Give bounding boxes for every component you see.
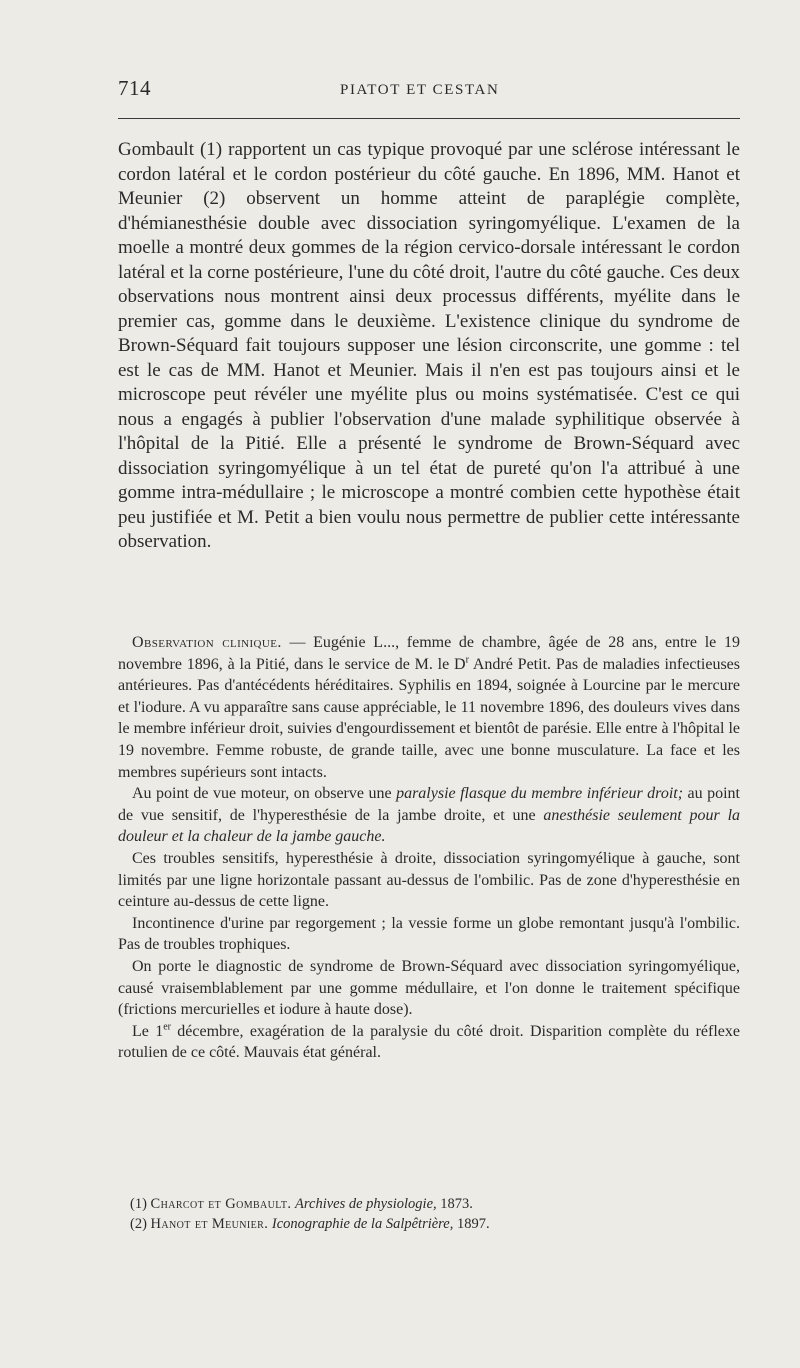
p2-italic-1: paralysie flasque du membre inférieur droit;	[396, 785, 684, 803]
running-head: PIATOT ET CESTAN	[340, 82, 500, 98]
footnote-1-authors: Charcot et Gombault.	[150, 1196, 292, 1212]
main-paragraph: Gombault (1) rapportent un cas typique provoqué par une sclérose intéressant le cordon latéral et le cordon postérieur du côté gauche. En 1896, MM. Hanot et Meunier (2) observent un homme atteint de paraplégie complète, d'hémianesthésie double avec dissociation syringomyélique. L'examen de la moelle a montré deux gommes de la région cervico-dorsale intéressant le cordon latéral et la corne postérieure, l'une du côté droit, l'autre du côté gauche. Ces deux observations nous montrent ainsi deux processus différents, myélite dans le premier cas, gomme dans le deuxième. L'existence clinique du syndrome de Brown-Séquard fait toujours supposer une lésion circonscrite, une gomme : tel est le cas de MM. Hanot et Meunier. Mais il n'en est pas toujours ainsi et le microscope peut révéler une myélite plus ou moins systématisée. C'est ce qui nous a engagés à publier l'observation d'une malade syphilitique observée à l'hôpital de la Pitié. Elle a présenté le syndrome de Brown-Séquard avec dissociation syringomyélique à un tel état de pureté qu'on l'a attribué à une gomme intra-médullaire ; le microscope a montré combien cette hypothèse était peu justifiée et M. Petit a bien voulu nous permettre de publier cette intéressante observation.	[118, 139, 740, 552]
footnote-2	[130, 1214, 730, 1234]
observation-paragraph-5: On porte le diagnostic de syndrome de Brown-Séquard avec dissociation syringomyélique, causé vraisemblablement par une gomme médullaire, et l'on donne le traitement spécifique (frictions mercurielles et iodure à haute dose).	[118, 957, 740, 1019]
observation-paragraph-3: Ces troubles sensitifs, hyperesthésie à droite, dissociation syringomyélique à gauche, sont limités par une ligne horizontale passant au-dessus de l'ombilic. Pas de zone d'hyperesthésie en ceinture au-dessus de cette ligne.	[118, 849, 740, 911]
main-text	[118, 138, 740, 555]
footnote-2-authors: Hanot et Meunier.	[150, 1216, 269, 1232]
observation-paragraph-4: Incontinence d'urine par regorgement ; la vessie forme un globe remontant jusqu'à l'ombilic. Pas de troubles trophiques.	[118, 914, 740, 954]
observation-paragraph-2	[118, 783, 740, 848]
footnote-1-title: Archives de physiologie,	[295, 1196, 437, 1212]
footnote-1-mark: (1)	[130, 1196, 151, 1212]
page-number: 714	[118, 76, 151, 100]
footnote-2-year: 1897.	[453, 1216, 490, 1232]
p6-text-b: décembre, exagération de la paralysie du côté droit. Disparition complète du réflexe rotulien de ce côté. Mauvais état général.	[118, 1022, 741, 1062]
clinical-observation	[118, 632, 740, 1064]
footnote-1-year: 1873.	[436, 1196, 473, 1212]
observation-intro-rest: André Petit. Pas de maladies infectieuses antérieures. Pas d'antécédents héréditaires. Syphilis en 1894, soignée à Lourcine par le mercure et l'iodure. A vu apparaître sans cause appréciable, le 11 novembre 1896, des douleurs vives dans le membre inférieur droit, suivies d'engourdissement et bientôt de parésie. Elle entre à l'hôpital le 19 novembre. Femme robuste, de grande taille, avec une bonne musculature. La face et les membres supérieurs sont intacts.	[118, 655, 741, 781]
p6-text-a: Le 1	[132, 1022, 164, 1040]
page-header	[118, 74, 738, 104]
observation-paragraph-1	[118, 632, 740, 783]
p6-superscript: er	[163, 1021, 171, 1033]
footnote-2-mark: (2)	[130, 1216, 151, 1232]
observation-paragraph-6	[118, 1021, 740, 1064]
p2-italic-2: anesthésie seulement pour la douleur et la chaleur de la jambe gauche.	[118, 806, 741, 846]
dr-superscript: r	[465, 654, 469, 666]
p2-text-b: au point de vue sensitif, de l'hyperesthésie de la jambe droite, et une	[118, 785, 741, 824]
observation-intro: — Eugénie L..., femme de chambre, âgée de 28 ans, entre le 19 novembre 1896, à la Pitié, dans le service de M. le D	[118, 634, 740, 673]
p2-text-a: Au point de vue moteur, on observe une	[132, 785, 397, 803]
footnote-1	[130, 1194, 730, 1214]
observation-title: Observation clinique.	[132, 634, 282, 651]
footnote-2-title: Iconographie de la Salpêtrière,	[271, 1216, 454, 1232]
header-rule	[118, 118, 740, 119]
footnotes	[130, 1194, 730, 1234]
